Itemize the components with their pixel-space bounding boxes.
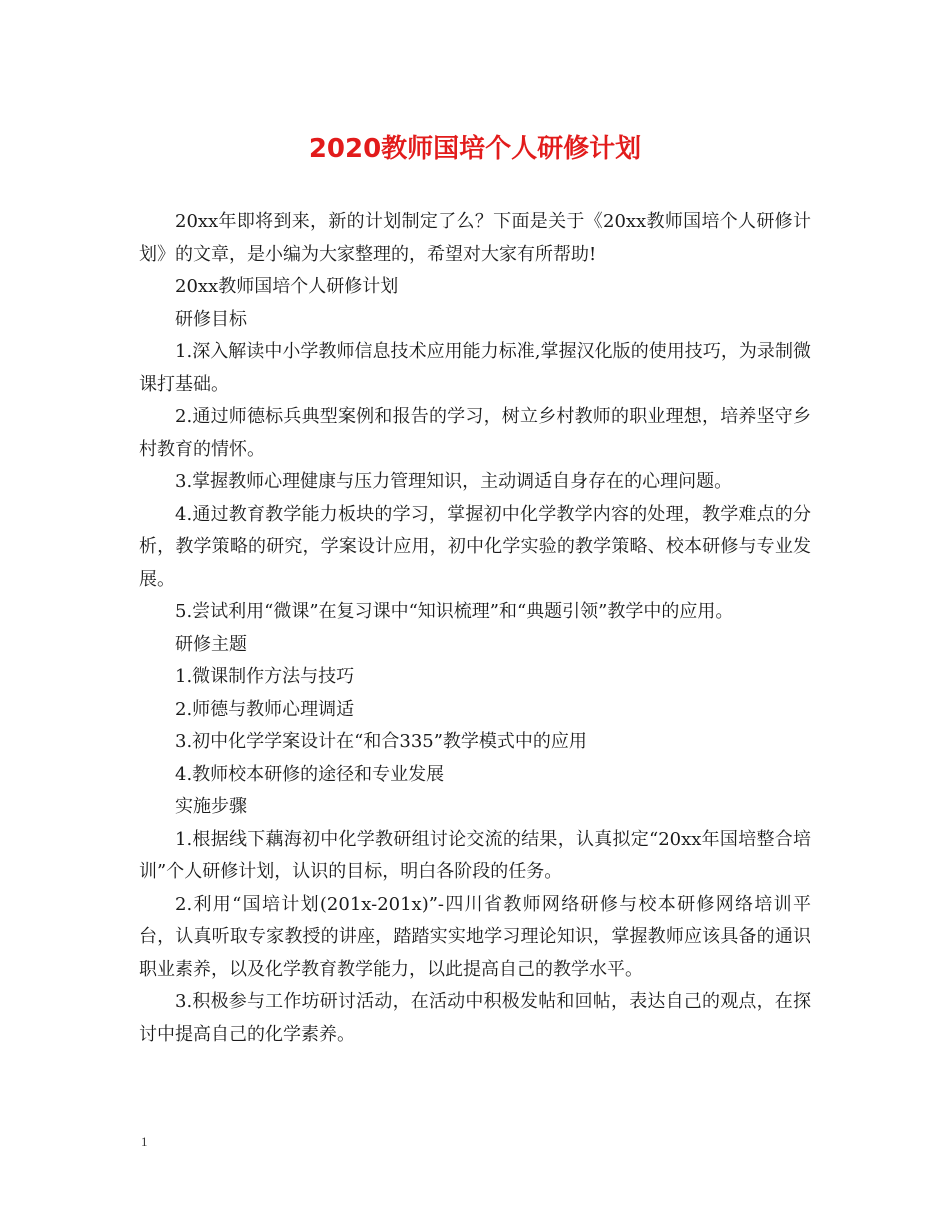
paragraph-goal-1: 1.深入解读中小学教师信息技术应用能力标准,掌握汉化版的使用技巧，为录制微课打基础。	[139, 341, 811, 395]
paragraph-step-2: 2.利用“国培计划(201x-201x)”-四川省教师网络研修与校本研修网络培训平台，认真听取专家教授的讲座，踏踏实实地学习理论知识，掌握教师应该具备的通识职业素养，以及化学教育教学能力，以此提高自己的教学水平。	[139, 893, 811, 980]
paragraph-intro: 20xx年即将到来，新的计划制定了么？下面是关于《20xx教师国培个人研修计划》的文章，是小编为大家整理的，希望对大家有所帮助!	[139, 211, 811, 265]
paragraph-goal-4: 4.通过教育教学能力板块的学习，掌握初中化学教学内容的处理，教学难点的分析，教学策略的研究，学案设计应用，初中化学实验的教学策略、校本研修与专业发展。	[139, 503, 811, 590]
paragraph-theme-4: 4.教师校本研修的途径和专业发展	[175, 763, 445, 785]
page-number: 1	[141, 1134, 148, 1149]
paragraph-step-3: 3.积极参与工作坊研讨活动，在活动中积极发帖和回帖，表达自己的观点，在探讨中提高自己的化学素养。	[139, 991, 811, 1045]
document-title: 2020教师国培个人研修计划	[308, 134, 642, 164]
section-heading-themes: 研修主题	[175, 633, 247, 655]
paragraph-goal-2: 2.通过师德标兵典型案例和报告的学习，树立乡村教师的职业理想，培养坚守乡村教育的情怀。	[139, 406, 811, 460]
paragraph-goal-3: 3.掌握教师心理健康与压力管理知识，主动调适自身存在的心理问题。	[175, 471, 733, 492]
section-heading-goals: 研修目标	[175, 308, 247, 330]
paragraph-theme-2: 2.师德与教师心理调适	[175, 698, 355, 720]
section-heading-steps: 实施步骤	[175, 796, 247, 817]
document-body	[139, 206, 811, 1051]
paragraph-theme-3: 3.初中化学学案设计在“和合335”教学模式中的应用	[175, 731, 587, 752]
paragraph-step-1: 1.根据线下藕海初中化学教研组讨论交流的结果，认真拟定“20xx年国培整合培训”个人研修计划，认识的目标，明白各阶段的任务。	[139, 828, 811, 882]
paragraph-subtitle: 20xx教师国培个人研修计划	[175, 276, 399, 297]
paragraph-goal-5: 5.尝试利用“微课”在复习课中“知识梳理”和“典题引领”教学中的应用。	[175, 601, 734, 622]
paragraph-theme-1: 1.微课制作方法与技巧	[175, 666, 355, 687]
